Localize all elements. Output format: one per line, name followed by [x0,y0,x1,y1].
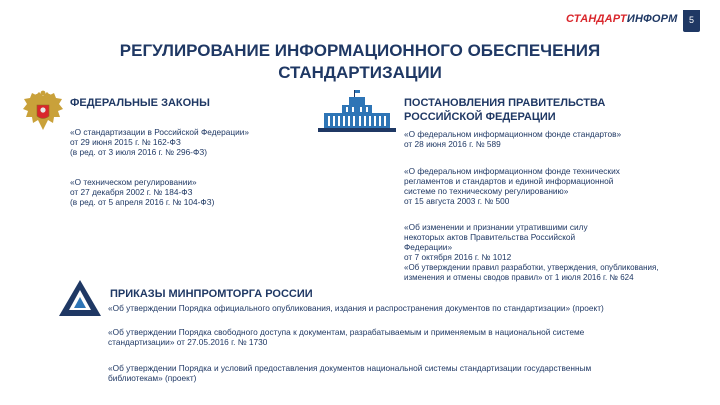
government-resolutions-heading: ПОСТАНОВЛЕНИЯ ПРАВИТЕЛЬСТВА РОССИЙСКОЙ ФЕДЕРАЦИИ [404,97,606,123]
federal-laws-heading: ФЕДЕРАЛЬНЫЕ ЗАКОНЫ [70,97,210,109]
page-number-badge: 5 [683,10,700,32]
ministry-order-item: «Об утверждении Порядка свободного доступа к документам, разрабатываемым и применяемым в национальной системе стандартизации» от 27.05.2016 г. № 1730 [108,327,585,347]
ministry-logo-icon [57,278,103,318]
coat-of-arms-icon [22,90,64,134]
company-logo: СТАНДАРТИНФОРМ [566,13,678,25]
ministry-orders-heading: ПРИКАЗЫ МИНПРОМТОРГА РОССИИ [110,288,313,300]
page-title: РЕГУЛИРОВАНИЕ ИНФОРМАЦИОННОГО ОБЕСПЕЧЕНИЯ СТАНДАРТИЗАЦИИ [119,41,601,82]
federal-law-item: «О стандартизации в Российской Федерации» от 29 июня 2015 г. № 162-ФЗ (в ред. от 3 июля 2016 г. № 296-ФЗ) [70,127,250,157]
government-building-icon [318,90,396,134]
ministry-order-item: «Об утверждении Порядка и условий предоставления документов национальной системы стандартизации государственным библиотекам» (проект) [108,363,592,383]
resolution-item: «О федеральном информационном фонде технических регламентов и стандартов и единой информационной системе по техническому регулированию» от 15 августа 2003 г. № 500 [404,166,620,206]
ministry-order-item: «Об утверждении Порядка официального опубликования, издания и распространения документов по стандартизации» (проект) [108,303,604,313]
resolution-item: «Об утверждении правил разработки, утверждения, опубликования, изменения и отмены сводов правил» от 1 июля 2016 г. № 624 [404,263,659,282]
federal-law-item: «О техническом регулировании» от 27 декабря 2002 г. № 184-ФЗ (в ред. от 5 апреля 2016 г. № 104-ФЗ) [70,177,215,207]
resolution-item: «Об изменении и признании утратившими силу некоторых актов Правительства Российской Федерации» от 7 октября 2016 г. № 1012 [404,222,588,262]
resolution-item: «О федеральном информационном фонде стандартов» от 28 июня 2016 г. № 589 [404,129,622,149]
